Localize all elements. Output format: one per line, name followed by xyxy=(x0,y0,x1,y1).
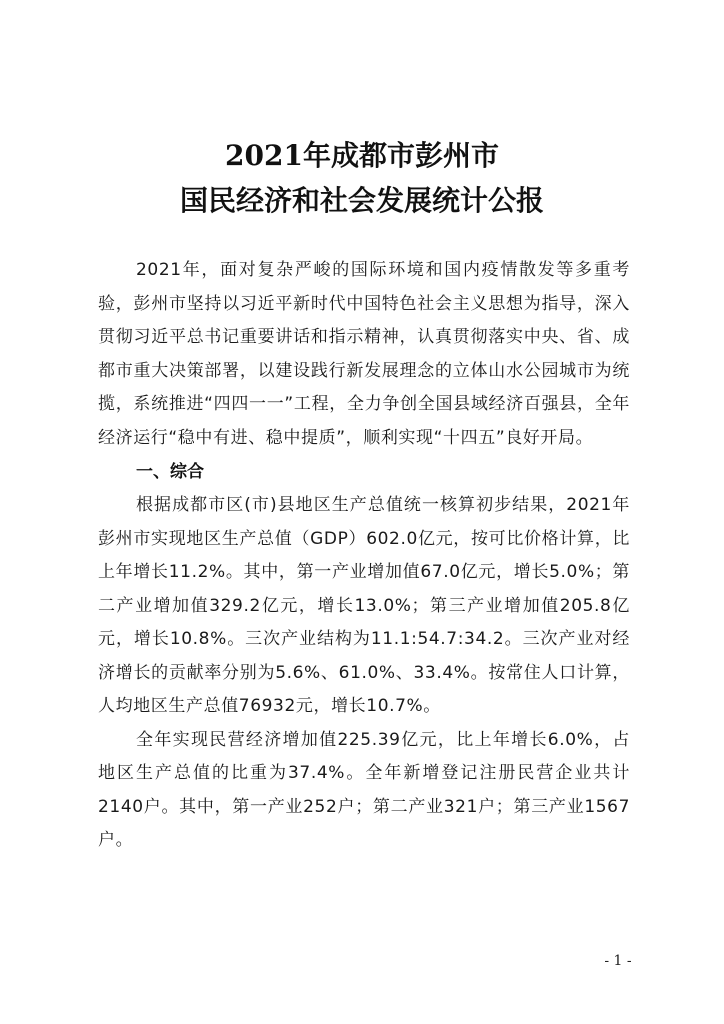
report-body xyxy=(98,254,630,858)
section-heading-overview: 一、综合 xyxy=(136,462,204,482)
gdp-paragraph: 根据成都市区(市)县地区生产总值统一核算初步结果，2021年彭州市实现地区生产总值（GDP）602.0亿元，按可比价格计算，比上年增长11.2%。其中，第一产业增加值67.0亿元，增长5.0%；第二产业增加值329.2亿元，增长13.0%；第三产业增加值205.8亿元，增长10.8%。三次产业结构为11.1:54.7:34.2。三次产业对经济增长的贡献率分别为5.6%、61.0%、33.4%。按常住人口计算，人均地区生产总值76932元，增长10.7%。 xyxy=(98,495,630,716)
report-title-line-2: 国民经济和社会发展统计公报 xyxy=(179,184,544,217)
page-number: - 1 - xyxy=(604,953,632,969)
private-economy-paragraph: 全年实现民营经济增加值225.39亿元，比上年增长6.0%，占地区生产总值的比重为37.4%。全年新增登记注册民营企业共计2140户。其中，第一产业252户；第二产业321户；第三产业1567户。 xyxy=(98,729,630,850)
report-title-line-1: 2021年成都市彭州市 xyxy=(225,139,499,172)
intro-paragraph: 2021年，面对复杂严峻的国际环境和国内疫情散发等多重考验，彭州市坚持以习近平新时代中国特色社会主义思想为指导，深入贯彻习近平总书记重要讲话和指示精神，认真贯彻落实中央、省、成都市重大决策部署，以建设践行新发展理念的立体山水公园城市为统揽，系统推进“四四一一”工程，全力争创全国县域经济百强县，全年经济运行“稳中有进、稳中提质”，顺利实现“十四五”良好开局。 xyxy=(98,260,630,448)
